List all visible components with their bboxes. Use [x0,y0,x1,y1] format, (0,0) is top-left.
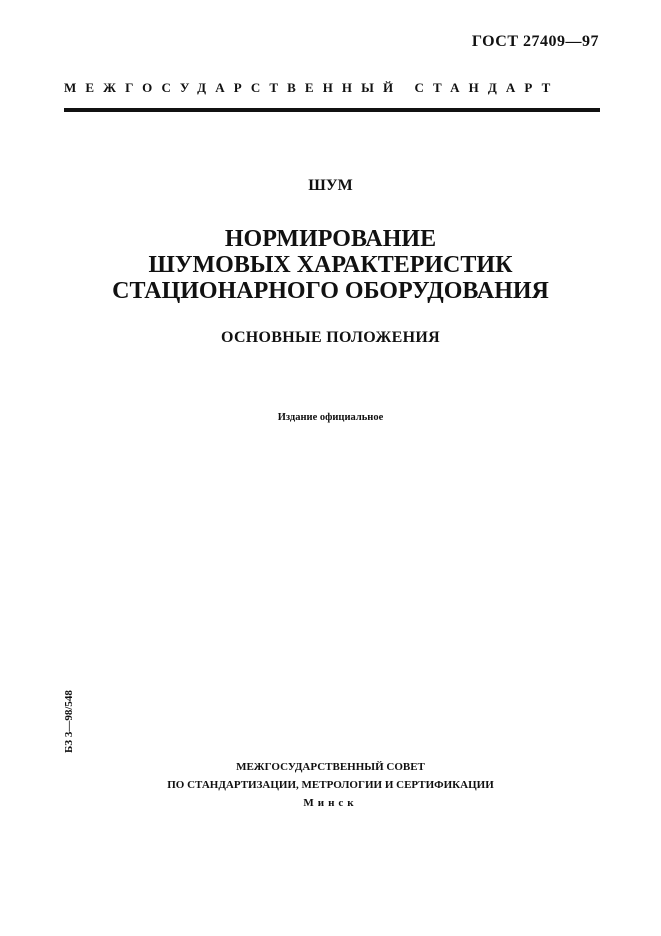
title-line: НОРМИРОВАНИЕ [224,226,437,252]
publisher-line: ПО СТАНДАРТИЗАЦИИ, МЕТРОЛОГИИ И СЕРТИФИКАЦИИ [167,779,494,791]
document-subtitle: ОСНОВНЫЕ ПОЛОЖЕНИЯ [221,329,440,346]
title-line: СТАЦИОНАРНОГО ОБОРУДОВАНИЯ [112,278,549,304]
side-registration-code: БЗ 3—98/548 [63,690,75,753]
document-number: ГОСТ 27409—97 [471,33,599,50]
edition-note: Издание официальное [277,412,384,423]
document-topic: ШУМ [308,177,353,194]
title-line: ШУМОВЫХ ХАРАКТЕРИСТИК [148,252,513,278]
publisher-line: МЕЖГОСУДАРСТВЕННЫЙ СОВЕТ [236,761,425,773]
publisher-city: Минск [303,797,358,809]
publisher-block [0,758,661,812]
header-divider [64,108,600,112]
document-title [0,226,661,304]
standard-type-heading: МЕЖГОСУДАРСТВЕННЫЙ СТАНДАРТ [64,80,560,95]
